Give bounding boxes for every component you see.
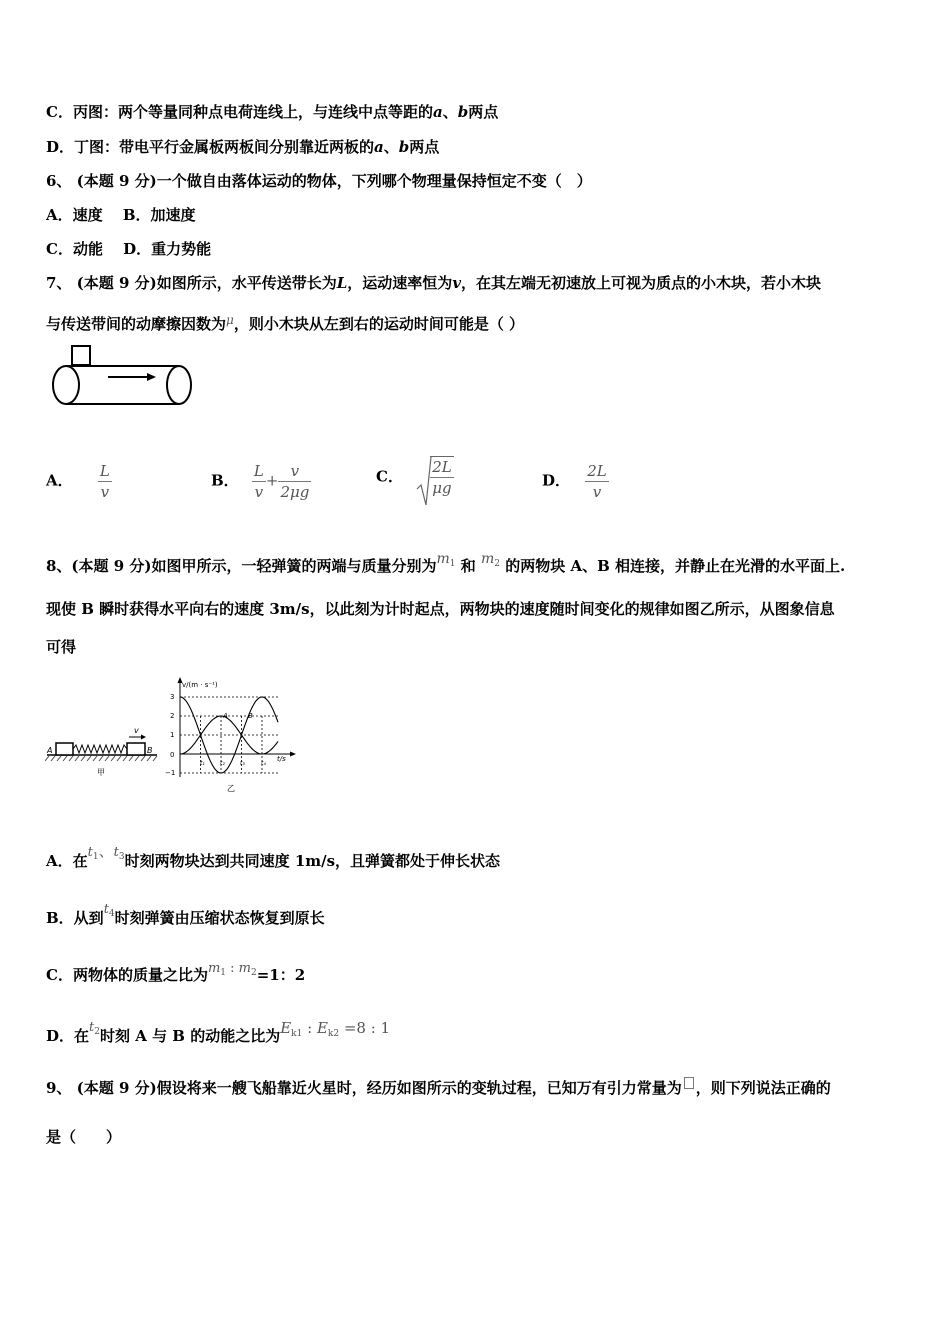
q8-option-a-t1 <box>88 845 99 860</box>
wood-block <box>72 346 90 365</box>
q8-option-d-t2 <box>89 1020 100 1035</box>
q7-option-c <box>376 455 454 498</box>
spring <box>73 745 127 753</box>
q8-option-b-t4 <box>104 902 115 917</box>
velocity-time-graph <box>160 673 300 798</box>
q5-option-d <box>46 137 439 157</box>
q8-ek1-sub: k1 <box>291 1029 303 1039</box>
q9-stem-line1 <box>46 1077 831 1098</box>
q5-option-c-text: C．丙图：两个等量同种点电荷连线上，与连线中点等距的 <box>46 103 433 121</box>
q7-option-a-den: v <box>100 483 110 501</box>
q7-option-d-num: 2L <box>587 462 607 480</box>
graph-tick-y-3: 3 <box>170 693 175 701</box>
q5-option-c-sep: 、 <box>442 103 458 121</box>
q7-option-c-den: μg <box>432 479 452 497</box>
left-roller <box>53 366 79 404</box>
q7-option-b-fraction1 <box>252 461 266 502</box>
q8-ek2: E <box>316 1019 328 1037</box>
graph-curve-a-label: A <box>223 712 228 720</box>
q8-m2: m <box>481 551 495 567</box>
q5-option-c-end: 两点 <box>468 103 499 121</box>
q8-t4: t <box>103 902 109 917</box>
q7-stem-L: L <box>336 274 348 292</box>
q7-option-d-label: D． <box>542 471 571 490</box>
q8-t3-sub: 3 <box>118 852 125 862</box>
block-a <box>56 743 73 755</box>
graph-tick-y-neg1: −1 <box>165 769 176 777</box>
q8-option-d <box>46 1018 390 1046</box>
q7-option-c-label: C． <box>376 467 403 486</box>
graph-ylabel: v/(m · s⁻¹) <box>182 681 218 689</box>
q8-stem-line3: 可得 <box>46 638 77 656</box>
q5-option-c <box>46 102 498 122</box>
q7-stem-c: ，在其左端无初速放上可视为质点的小木块，若小木块 <box>461 274 822 292</box>
graph-tick-t4: t₄ <box>261 760 266 767</box>
q8-option-c-m2-sub: 2 <box>251 968 257 978</box>
q8-option-c-m2: m <box>238 961 251 976</box>
q7-stem-line2 <box>46 310 524 334</box>
conveyor-belt-figure <box>50 343 196 409</box>
q5-option-d-sep: 、 <box>383 138 399 156</box>
q8-option-c-ratio <box>208 961 257 976</box>
q5-option-d-text: D．丁图：带电平行金属板两板间分别靠近两板的 <box>46 138 375 156</box>
q8-ek2-sub: k2 <box>327 1029 340 1039</box>
q8-stem-line1 <box>46 549 845 576</box>
q5-option-c-a: a <box>432 103 443 121</box>
velocity-arrow-head <box>141 735 146 740</box>
q5-option-c-b: b <box>457 103 469 121</box>
graph-curve-b-label: B <box>248 712 253 720</box>
sqrt-sign-icon <box>416 455 432 507</box>
missing-symbol-icon <box>684 1077 694 1089</box>
q8-option-c-post: =1：2 <box>256 966 306 984</box>
q9-stem1-a: 9、 (本题 9 分)假设将来一艘飞船靠近火星时，经历如图所示的变轨过程，已知万有引力常量为 <box>46 1079 682 1097</box>
graph-tick-y-0: 0 <box>170 751 175 759</box>
q8-ek-ratio-value: =8 : 1 <box>339 1019 391 1037</box>
q7-stem-b: ，运动速率恒为 <box>347 274 453 292</box>
q5-option-d-a: a <box>374 138 384 156</box>
q5-option-d-end: 两点 <box>409 138 440 156</box>
q8-m1-sub: 1 <box>449 559 456 569</box>
q7-option-a-fraction <box>98 461 112 502</box>
q7-option-a-label: A． <box>46 471 73 490</box>
q8-t4-sub: 4 <box>108 909 115 919</box>
q8-option-d-mid: 时刻 A 与 B 的动能之比为 <box>99 1027 281 1045</box>
q8-stem-line2: 现使 B 瞬时获得水平向右的速度 3m/s，以此刻为计时起点，两物块的速度随时间变化的规律如图乙所示，从图象信息 <box>46 600 835 618</box>
q7-stem-a: 7、 (本题 9 分)如图所示，水平传送带长为 <box>46 274 337 292</box>
q8-option-a-t3 <box>114 845 125 860</box>
q7-option-b-fraction2 <box>278 461 311 502</box>
q7-stem-line1 <box>46 273 821 293</box>
q8-option-c-colon: : <box>226 961 239 976</box>
q7-stem2-mu: μ <box>226 313 234 327</box>
q8-option-a-pre: A．在 <box>46 852 88 870</box>
q6-options-row1: A．速度 B．加速度 <box>46 206 196 224</box>
q9-stem-line2: 是（ ） <box>46 1128 122 1146</box>
q7-stem-v: v <box>452 274 462 292</box>
graph-xlabel: t/s <box>277 755 286 763</box>
q8-option-a-post: 时刻两物块达到共同速度 1m/s，且弹簧都处于伸长状态 <box>124 852 501 870</box>
q8-option-a-sep: 、 <box>98 842 114 860</box>
q7-option-d-fraction <box>585 461 609 502</box>
q7-option-c-num: 2L <box>432 458 452 476</box>
q8-option-c-pre: C．两物体的质量之比为 <box>46 966 208 984</box>
figure-jia-caption: 甲 <box>97 768 105 777</box>
q8-t3: t <box>113 845 119 860</box>
spring-system-figure <box>45 673 160 783</box>
q7-option-a <box>46 461 112 502</box>
q7-option-b-den2: 2μg <box>280 483 310 501</box>
q8-stem1-b: 的两物块 A、B 相连接，并静止在光滑的水平面上. <box>505 557 846 575</box>
q8-option-b-pre: B．从到 <box>46 909 104 927</box>
figure-yi-caption: 乙 <box>227 784 235 793</box>
q7-option-b-label: B． <box>211 471 239 490</box>
q8-ek-colon: : <box>302 1019 317 1037</box>
q7-option-a-num: L <box>99 462 110 480</box>
q7-option-b-num2: v <box>278 461 311 482</box>
q8-m2-sub: 2 <box>494 559 501 569</box>
q8-option-b <box>46 900 325 928</box>
q8-option-c-m1: m <box>207 961 221 976</box>
q7-stem2-a: 与传送带间的动摩擦因数为 <box>46 315 227 333</box>
q8-option-d-pre: D．在 <box>46 1027 90 1045</box>
q8-ek1: E <box>280 1019 292 1037</box>
right-roller <box>167 366 191 404</box>
q6-stem: 6、 (本题 9 分)一个做自由落体运动的物体，下列哪个物理量保持恒定不变（ ） <box>46 172 592 190</box>
q7-option-b-num1: L <box>253 462 264 480</box>
graph-tick-y-1: 1 <box>170 731 175 739</box>
q6-options-row2: C．动能 D．重力势能 <box>46 240 212 258</box>
q8-option-b-post: 时刻弹簧由压缩状态恢复到原长 <box>114 909 325 927</box>
q7-option-b <box>211 461 311 502</box>
q7-option-c-fraction <box>430 457 454 498</box>
velocity-label: v <box>134 726 139 735</box>
q7-option-d <box>542 461 609 502</box>
graph-tick-t3: t₃ <box>240 760 245 767</box>
q8-option-c <box>46 959 305 985</box>
motion-arrow-head <box>147 373 156 381</box>
q7-option-c-sqrt <box>416 455 454 498</box>
q8-option-a <box>46 841 500 871</box>
graph-tick-y-2: 2 <box>170 712 175 720</box>
q8-t1: t <box>87 845 93 860</box>
q8-stem1-m2 <box>481 551 500 567</box>
graph-x-axis-arrow <box>290 752 296 757</box>
q8-option-d-ek-ratio <box>280 1019 390 1037</box>
q7-stem2-b: ，则小木块从左到右的运动时间可能是（ ） <box>233 315 525 333</box>
q8-m1: m <box>436 551 450 567</box>
q8-stem1-and: 和 <box>460 557 476 575</box>
q5-option-d-b: b <box>398 138 410 156</box>
graph-tick-t1: t₁ <box>200 760 205 767</box>
graph-tick-t2: t₂ <box>220 760 225 767</box>
q9-stem1-b: ，则下列说法正确的 <box>695 1079 831 1097</box>
q8-t2-sub: 2 <box>94 1027 100 1037</box>
q8-t1-sub: 1 <box>92 852 99 862</box>
q8-stem1-a: 8、(本题 9 分)如图甲所示，一轻弹簧的两端与质量分别为 <box>46 557 437 575</box>
q7-option-b-den1: v <box>254 483 264 501</box>
block-b <box>127 743 145 755</box>
q8-option-c-m1-sub: 1 <box>220 968 227 978</box>
ground-hatching <box>45 756 157 761</box>
q7-option-d-den: v <box>592 483 602 501</box>
block-b-label: B <box>147 746 153 755</box>
block-a-label: A <box>47 746 53 755</box>
q8-t2: t <box>89 1020 95 1035</box>
q8-stem1-m1 <box>437 551 456 567</box>
q7-option-b-plus: + <box>265 471 279 490</box>
